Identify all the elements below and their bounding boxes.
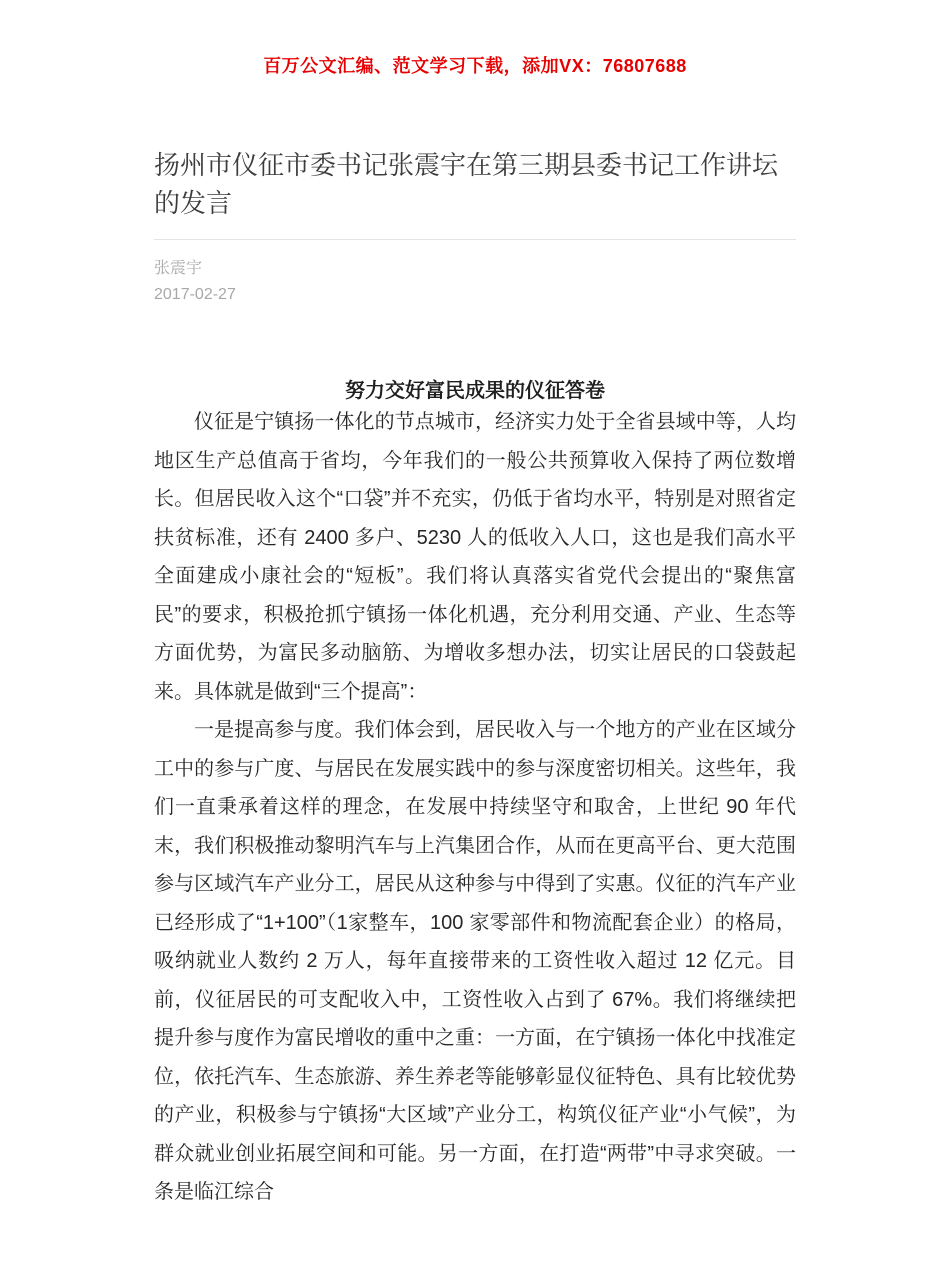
document-page [154,52,796,1212]
publish-date: 2017-02-27 [154,286,236,304]
article-meta [154,256,796,308]
article-subtitle: 努力交好富民成果的仪征答卷 [345,380,605,403]
promo-banner: 百万公文汇编、范文学习下载，添加VX：76807688 [263,56,687,76]
page-title: 扬州市仪征市委书记张震宇在第三期县委书记工作讲坛的发言 [154,150,779,218]
author-name: 张震宇 [154,260,203,278]
paragraph: 仪征是宁镇扬一体化的节点城市，经济实力处于全省县域中等，人均地区生产总值高于省均，今年我们的一般公共预算收入保持了两位数增长。但居民收入这个“口袋”并不充实，仍低于省均水平，特别是对照省定扶贫标准，还有 2400 多户、5230 人的低收入人口，这也是我们高水平全面建成小康社会的“短板”。我们将认真落实省党代会提出的“聚焦富民”的要求，积极抢抓宁镇扬一体化机遇，充分利用交通、产业、生态等方面优势，为富民多动脑筋、为增收多想办法，切实让居民的口袋鼓起来。具体就是做到“三个提高”： [154,411,796,703]
article-body [154,403,796,1212]
title-divider [154,239,796,240]
paragraph: 一是提高参与度。我们体会到，居民收入与一个地方的产业在区域分工中的参与广度、与居民在发展实践中的参与深度密切相关。这些年，我们一直秉承着这样的理念，在发展中持续坚守和取舍，上世纪 90 年代末，我们积极推动黎明汽车与上汽集团合作，从而在更高平台、更大范围参与区域汽车产业分工，居民从这种参与中得到了实惠。仪征的汽车产业已经形成了“1+100”（1家整车，100 家零部件和物流配套企业）的格局，吸纳就业人数约 2 万人，每年直接带来的工资性收入超过 12 亿元。目前，仪征居民的可支配收入中，工资性收入占到了 67%。我们将继续把提升参与度作为富民增收的重中之重：一方面，在宁镇扬一体化中找准定位，依托汽车、生态旅游、养生养老等能够彰显仪征特色、具有比较优势的产业，积极参与宁镇扬“大区域”产业分工，构筑仪征产业“小气候”，为群众就业创业拓展空间和可能。另一方面，在打造“两带”中寻求突破。一条是临江综合 [154,719,796,1204]
